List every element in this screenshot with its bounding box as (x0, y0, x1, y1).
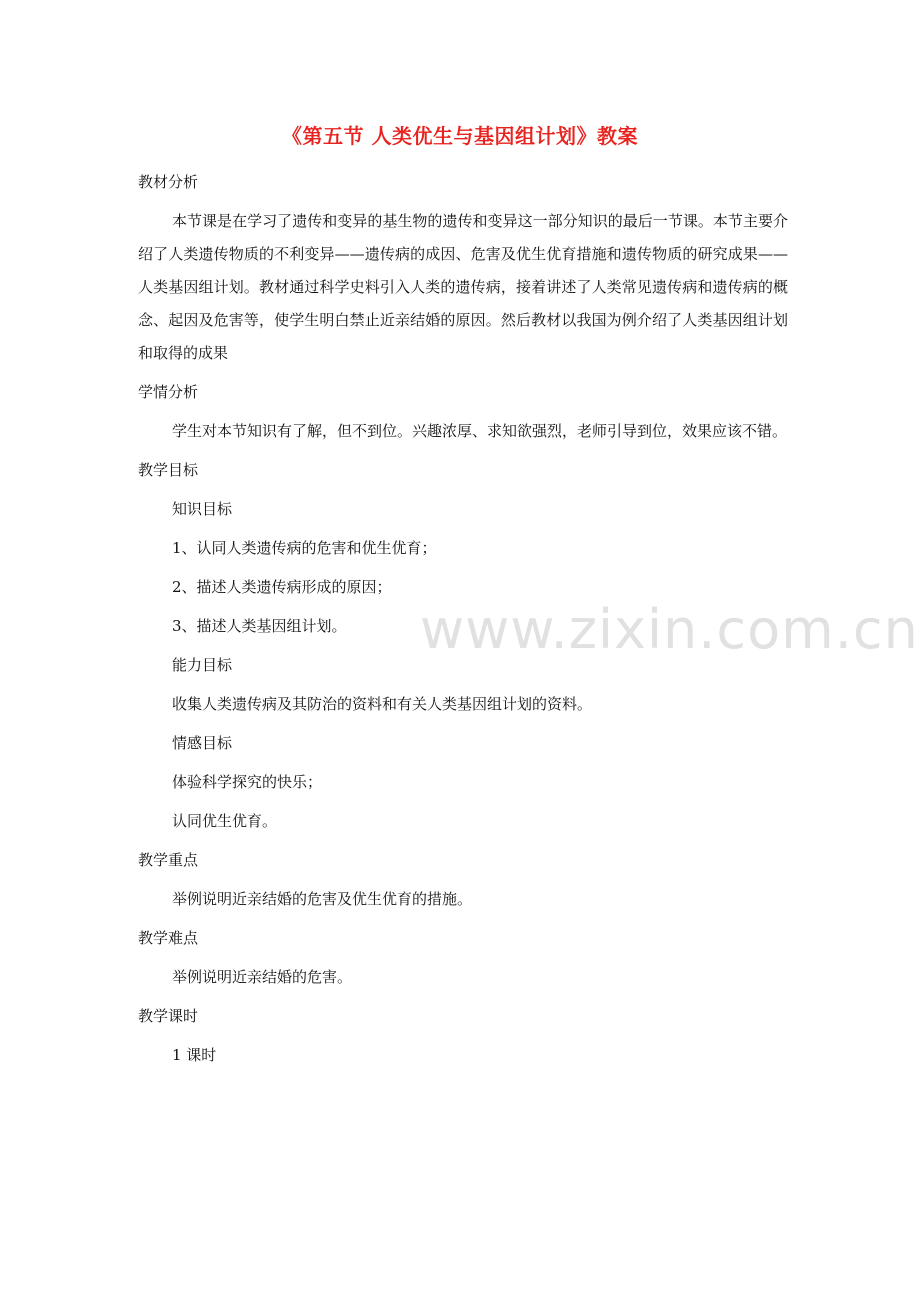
section-heading-students: 学情分析 (138, 383, 199, 401)
emotion-item: 体验科学探究的快乐； (172, 773, 323, 791)
emotion-item: 认同优生优育。 (172, 812, 278, 830)
knowledge-item: 2、描述人类遗传病形成的原因； (172, 578, 392, 596)
key-points-text: 举例说明近亲结婚的危害及优生优育的措施。 (172, 890, 473, 908)
section-heading-key-points: 教学重点 (138, 851, 199, 869)
knowledge-item: 1、认同人类遗传病的危害和优生优育； (172, 539, 437, 557)
analysis-paragraph: 本节课是在学习了遗传和变异的基生物的遗传和变异这一部分知识的最后一节课。本节主要介绍了人类遗传物质的不利变异——遗传病的成因、危害及优生优育措施和遗传物质的研究成果——人类基因组计划。教材通过科学史料引入人类的遗传病，接着讲述了人类常见遗传病和遗传病的概念、起因及危害等，使学生明白禁止近亲结婚的原因。然后教材以我国为例介绍了人类基因组计划和取得的成果 (138, 212, 788, 362)
difficulties-text: 举例说明近亲结婚的危害。 (172, 968, 353, 986)
section-heading-goals: 教学目标 (138, 461, 199, 479)
ability-text: 收集人类遗传病及其防治的资料和有关人类基因组计划的资料。 (172, 695, 593, 713)
document-title: 《第五节 人类优生与基因组计划》教案 (282, 124, 638, 148)
students-paragraph: 学生对本节知识有了解，但不到位。兴趣浓厚、求知欲强烈，老师引导到位，效果应该不错。 (172, 422, 788, 440)
subheading-ability: 能力目标 (172, 656, 233, 674)
section-heading-hours: 教学课时 (138, 1007, 199, 1025)
section-heading-analysis: 教材分析 (138, 173, 199, 191)
document-body (138, 166, 788, 1078)
hours-text: 1 课时 (172, 1046, 217, 1064)
watermark: www.zixin.com.cn (420, 598, 919, 661)
subheading-knowledge: 知识目标 (172, 500, 233, 518)
knowledge-item: 3、描述人类基因组计划。 (172, 617, 347, 635)
subheading-emotion: 情感目标 (172, 734, 233, 752)
section-heading-difficulties: 教学难点 (138, 929, 199, 947)
